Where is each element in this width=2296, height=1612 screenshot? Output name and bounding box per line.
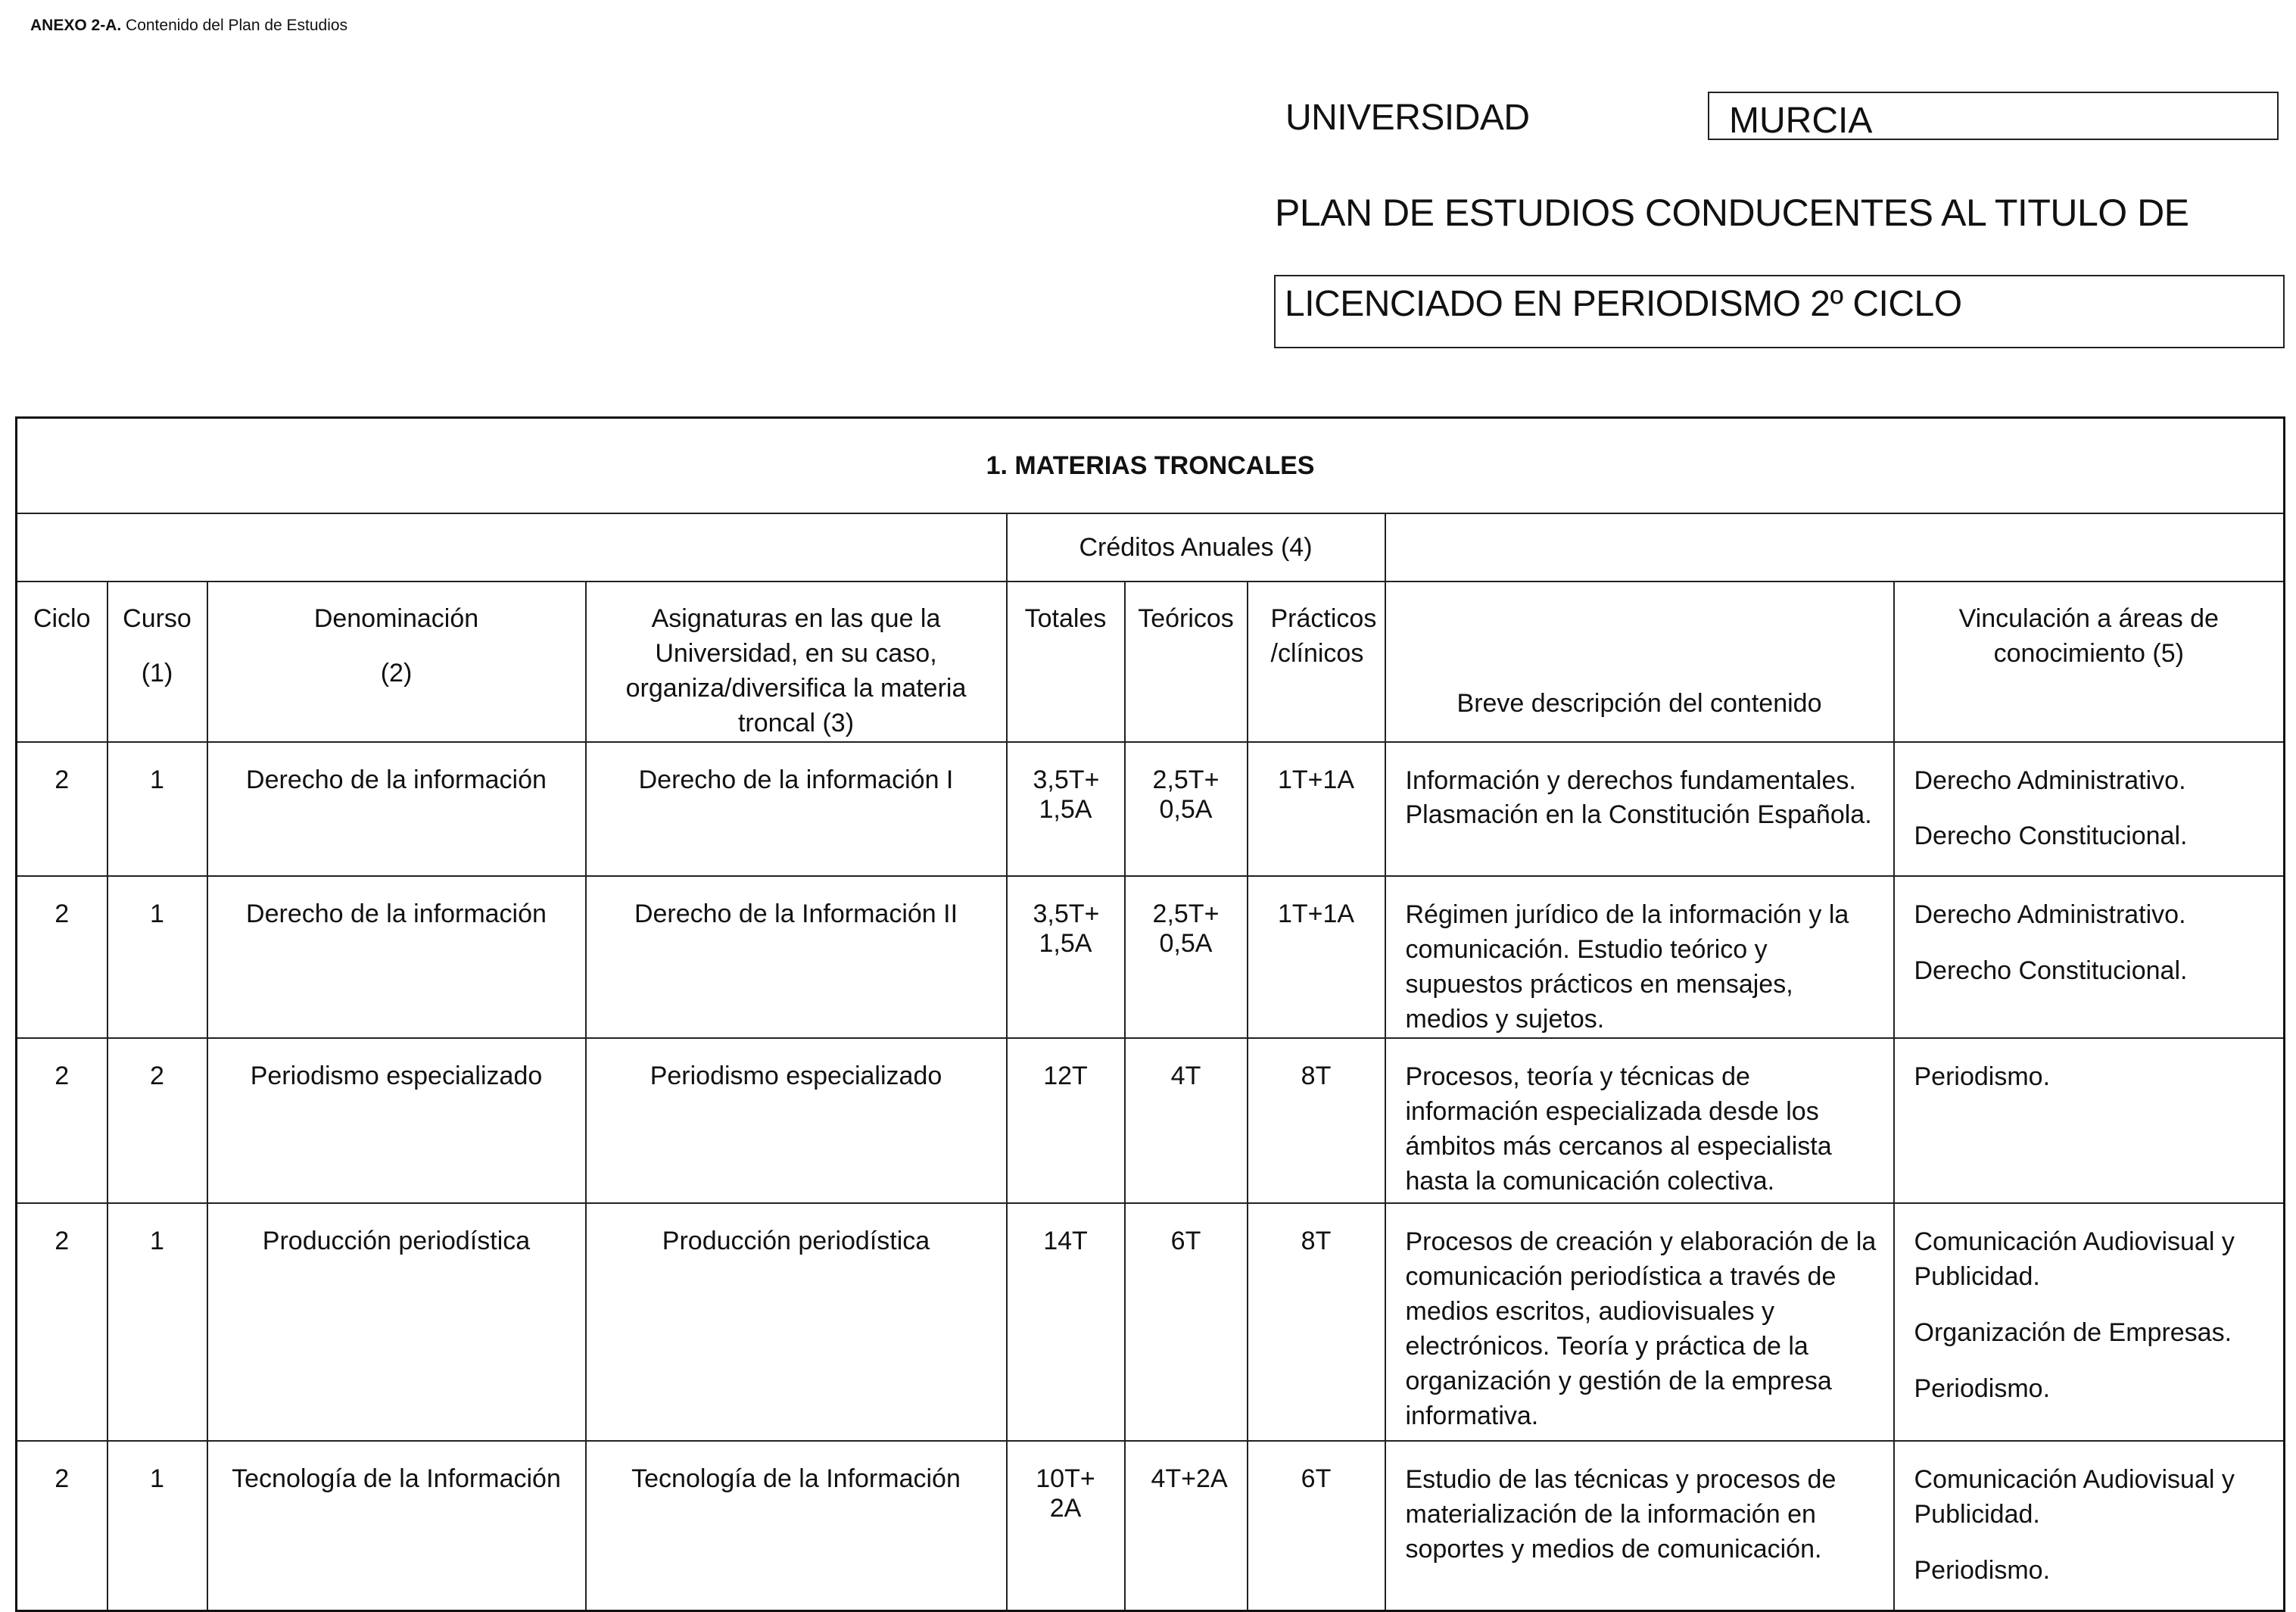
cell-teoricos: 2,5T+ 0,5A	[1125, 876, 1248, 1038]
cell-curso: 1	[107, 1441, 207, 1610]
cell-curso: 1	[107, 742, 207, 877]
annex-code: ANEXO 2-A.	[30, 17, 122, 34]
cell-denominacion: Derecho de la información	[207, 742, 586, 877]
cell-ciclo: 2	[17, 1441, 107, 1610]
cell-asignatura: Tecnología de la Información	[586, 1441, 1007, 1610]
area-item: Derecho Constitucional.	[1914, 956, 2188, 986]
cell-denominacion: Derecho de la información	[207, 876, 586, 1038]
cell-totales: 3,5T+ 1,5A	[1007, 876, 1125, 1038]
cell-teoricos: 2,5T+ 0,5A	[1125, 742, 1248, 877]
header-denominacion	[207, 582, 586, 742]
header-vinculacion-label: Vinculación a áreas de conocimiento (5)	[1958, 604, 2219, 668]
table-body	[17, 742, 2285, 1611]
materias-table	[15, 416, 2285, 1612]
cell-descripcion: Información y derechos fundamentales. Plasmación en la Constitución Española.	[1385, 742, 1894, 877]
area-item: Periodismo.	[1914, 1062, 2051, 1092]
degree-box	[1274, 275, 2285, 348]
cell-areas	[1894, 742, 2285, 877]
cell-ciclo: 2	[17, 1203, 107, 1441]
university-value: MURCIA	[1729, 101, 1873, 141]
header-practicos	[1248, 582, 1385, 742]
credits-spacer-right	[1385, 513, 2285, 582]
header-totales-label: Totales	[1024, 604, 1107, 633]
cell-ciclo: 2	[17, 1038, 107, 1203]
cell-practicos: 6T	[1248, 1441, 1385, 1610]
credits-spacer	[17, 513, 1007, 582]
cell-curso: 1	[107, 876, 207, 1038]
cell-denominacion: Tecnología de la Información	[207, 1441, 586, 1610]
cell-descripcion: Procesos, teoría y técnicas de información especializada desde los ámbitos más cercanos al especialista hasta la comunicación colectiva.	[1385, 1038, 1894, 1203]
header-ciclo-label: Ciclo	[33, 604, 91, 633]
cell-practicos: 8T	[1248, 1203, 1385, 1441]
cell-practicos: 8T	[1248, 1038, 1385, 1203]
table-row	[17, 742, 2285, 877]
header-curso-label: Curso	[123, 604, 192, 633]
cell-totales: 12T	[1007, 1038, 1125, 1203]
annex-text: Contenido del Plan de Estudios	[126, 17, 348, 34]
table-row	[17, 1441, 2285, 1610]
area-item: Periodismo.	[1914, 1556, 2051, 1585]
cell-practicos: 1T+1A	[1248, 742, 1385, 877]
header-descripcion	[1385, 582, 1894, 742]
header-descripcion-label: Breve descripción del contenido	[1456, 688, 1822, 718]
table-row	[17, 1038, 2285, 1203]
cell-practicos: 1T+1A	[1248, 876, 1385, 1038]
header-denominacion-note: (2)	[380, 658, 413, 688]
header-curso-note: (1)	[141, 658, 173, 688]
area-item: Comunicación Audiovisual y Publicidad.	[1914, 1227, 2235, 1292]
area-item: Derecho Constitucional.	[1914, 822, 2188, 851]
header-ciclo	[17, 582, 107, 742]
header-practicos-label: Prácticos /clínicos	[1270, 604, 1377, 668]
cell-curso: 1	[107, 1203, 207, 1441]
cell-areas	[1894, 1441, 2285, 1610]
cell-ciclo: 2	[17, 876, 107, 1038]
cell-ciclo: 2	[17, 742, 107, 877]
header-denominacion-label: Denominación	[313, 604, 479, 633]
cell-asignatura: Derecho de la Información II	[586, 876, 1007, 1038]
cell-areas	[1894, 1038, 2285, 1203]
university-box	[1708, 92, 2279, 140]
cell-teoricos: 6T	[1125, 1203, 1248, 1441]
cell-totales: 14T	[1007, 1203, 1125, 1441]
table-row	[17, 876, 2285, 1038]
degree-value: LICENCIADO EN PERIODISMO 2º CICLO	[1285, 284, 1962, 324]
table-title: 1. MATERIAS TRONCALES	[17, 418, 2285, 514]
table-row	[17, 1203, 2285, 1441]
area-item: Derecho Administrativo.	[1914, 765, 2186, 795]
header-curso	[107, 582, 207, 742]
header-asignaturas-label: Asignaturas en las que la Universidad, en su caso, organiza/diversifica la materia troncal (3)	[625, 604, 967, 737]
cell-teoricos: 4T	[1125, 1038, 1248, 1203]
plan-label: PLAN DE ESTUDIOS CONDUCENTES AL TITULO DE	[1275, 192, 2189, 234]
cell-asignatura: Periodismo especializado	[586, 1038, 1007, 1203]
cell-totales: 10T+ 2A	[1007, 1441, 1125, 1610]
cell-descripcion: Procesos de creación y elaboración de la comunicación periodística a través de medios escritos, audiovisuales y electrónicos. Teoría y práctica de la organización y gestión de la empresa informativa.	[1385, 1203, 1894, 1441]
cell-areas	[1894, 876, 2285, 1038]
area-item: Organización de Empresas.	[1914, 1318, 2232, 1348]
header-totales	[1007, 582, 1125, 742]
area-item: Comunicación Audiovisual y Publicidad.	[1914, 1465, 2235, 1529]
area-item: Derecho Administrativo.	[1914, 900, 2186, 930]
header-teoricos-label: Teóricos	[1138, 604, 1234, 633]
cell-denominacion: Periodismo especializado	[207, 1038, 586, 1203]
credits-group-header: Créditos Anuales (4)	[1007, 513, 1385, 582]
area-item: Periodismo.	[1914, 1374, 2051, 1404]
header-vinculacion	[1894, 582, 2285, 742]
cell-asignatura: Derecho de la información I	[586, 742, 1007, 877]
cell-totales: 3,5T+ 1,5A	[1007, 742, 1125, 877]
cell-teoricos: 4T+2A	[1125, 1441, 1248, 1610]
cell-descripcion: Estudio de las técnicas y procesos de materialización de la información en soportes y medios de comunicación.	[1385, 1441, 1894, 1610]
header-asignaturas	[586, 582, 1007, 742]
header-teoricos	[1125, 582, 1248, 742]
university-label: UNIVERSIDAD	[1285, 98, 1530, 138]
cell-asignatura: Producción periodística	[586, 1203, 1007, 1441]
cell-areas	[1894, 1203, 2285, 1441]
cell-descripcion: Régimen jurídico de la información y la comunicación. Estudio teórico y supuestos prácticos en mensajes, medios y sujetos.	[1385, 876, 1894, 1038]
annex-header	[30, 17, 347, 35]
cell-curso: 2	[107, 1038, 207, 1203]
cell-denominacion: Producción periodística	[207, 1203, 586, 1441]
